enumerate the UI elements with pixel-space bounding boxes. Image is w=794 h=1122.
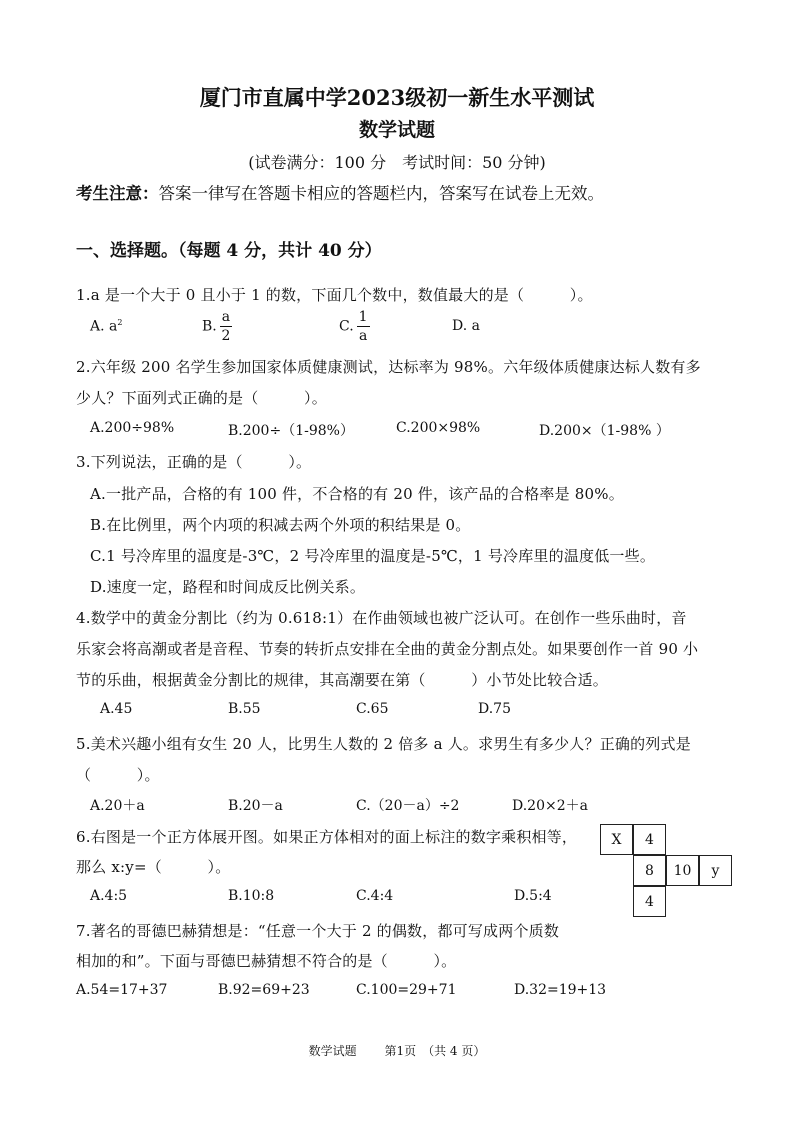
question-4-option-c: C.65 — [356, 701, 389, 717]
question-5-option-c: C.（20－a）÷2 — [356, 798, 460, 814]
question-7-option-d: D.32=19+13 — [514, 982, 607, 998]
question-3-option-c: C.1 号冷库里的温度是-3℃，2 号冷库里的温度是-5℃，1 号冷库里的温度低一些。 — [90, 547, 656, 565]
question-6-option-a: A.4:5 — [90, 888, 128, 904]
question-4-option-b: B.55 — [228, 701, 261, 717]
question-7-line-1: 7.著名的哥德巴赫猜想是：“任意一个大于 2 的偶数，都可写成两个质数 — [76, 922, 560, 940]
question-1-stem: 1.a 是一个大于 0 且小于 1 的数，下面几个数中，数值最大的是（ ）。 — [76, 286, 593, 304]
question-5-option-d: D.20×2＋a — [512, 798, 588, 814]
exam-title: 厦门市直属中学2023级初一新生水平测试 — [199, 85, 595, 110]
question-6-option-d: D.5:4 — [514, 888, 552, 904]
notice-label: 考生注意： — [76, 184, 159, 203]
cube-net-face-y: y — [699, 855, 732, 886]
exam-subtitle: 数学试题 — [358, 119, 435, 141]
question-7-option-b: B.92=69+23 — [218, 982, 310, 998]
question-6-option-c: C.4:4 — [356, 888, 394, 904]
section-title: 一、选择题。（每题 4 分，共计 40 分） — [76, 241, 382, 261]
question-1-option-b: B. $\frac{a}{2}$ — [202, 309, 231, 344]
cube-net-face-x: X — [600, 824, 633, 855]
cube-net-face-bottom-4: 4 — [633, 886, 666, 917]
question-6-option-b: B.10:8 — [228, 888, 275, 904]
page-footer: 数学试题 第1页 （共 4 页） — [308, 1044, 486, 1058]
exam-info: (试卷满分：100 分 考试时间：50 分钟) — [248, 153, 546, 172]
question-2-option-b: B.200÷（1-98%） — [228, 423, 354, 439]
question-1-option-a: A. $a^2$ — [90, 318, 123, 335]
question-6-line-1: 6.右图是一个正方体展开图。如果正方体相对的面上标注的数字乘积相等， — [76, 828, 578, 846]
question-5-line-1: 5.美术兴趣小组有女生 20 人，比男生人数的 2 倍多 a 人。求男生有多少人？正确的列式是 — [76, 735, 691, 753]
question-2-option-c: C.200×98% — [396, 420, 481, 436]
question-5-line-2: （ ）。 — [76, 766, 160, 784]
question-5-option-a: A.20＋a — [90, 798, 145, 814]
question-2-line-2: 少人？下面列式正确的是（ ）。 — [76, 389, 327, 407]
question-7-option-a: A.54=17+37 — [76, 982, 168, 998]
question-3-option-b: B.在比例里，两个内项的积减去两个外项的积结果是 0。 — [90, 516, 471, 534]
question-3-option-a: A.一批产品，合格的有 100 件，不合格的有 20 件，该产品的合格率是 80%。 — [90, 485, 624, 503]
question-4-option-d: D.75 — [478, 701, 511, 717]
question-7-line-2: 相加的和”。下面与哥德巴赫猜想不符合的是（ ）。 — [76, 952, 457, 970]
question-3-option-d: D.速度一定，路程和时间成反比例关系。 — [90, 578, 366, 596]
cube-net-face-top-4: 4 — [633, 824, 666, 855]
question-1-option-c: C. $\frac{1}{a}$ — [339, 309, 368, 344]
question-4-line-1: 4.数学中的黄金分割比（约为 0.618:1）在作曲领域也被广泛认可。在创作一些乐曲时，音 — [76, 609, 687, 627]
question-6-line-2: 那么 x:y=（ ）。 — [76, 858, 231, 876]
notice — [76, 180, 604, 204]
question-1-option-d: D. a — [452, 318, 480, 334]
question-2-option-a: A.200÷98% — [90, 420, 175, 436]
cube-net-diagram — [600, 824, 740, 924]
notice-text: 答案一律写在答题卡相应的答题栏内，答案写在试卷上无效。 — [158, 184, 604, 203]
question-7-option-c: C.100=29+71 — [356, 982, 457, 998]
question-3-stem: 3.下列说法，正确的是（ ）。 — [76, 453, 312, 471]
cube-net-face-8: 8 — [633, 855, 666, 886]
question-4-line-3: 节的乐曲，根据黄金分割比的规律，其高潮要在第（ ）小节处比较合适。 — [76, 671, 609, 689]
question-5-option-b: B.20－a — [228, 798, 283, 814]
question-2-option-d: D.200×（1-98% ） — [539, 423, 670, 439]
cube-net-face-10: 10 — [666, 855, 699, 886]
question-4-option-a: A.45 — [100, 701, 133, 717]
question-2-line-1: 2.六年级 200 名学生参加国家体质健康测试，达标率为 98%。六年级体质健康达标人数有多 — [76, 358, 701, 376]
question-4-line-2: 乐家会将高潮或者是音程、节奏的转折点安排在全曲的黄金分割点处。如果要创作一首 90 小 — [76, 640, 699, 658]
